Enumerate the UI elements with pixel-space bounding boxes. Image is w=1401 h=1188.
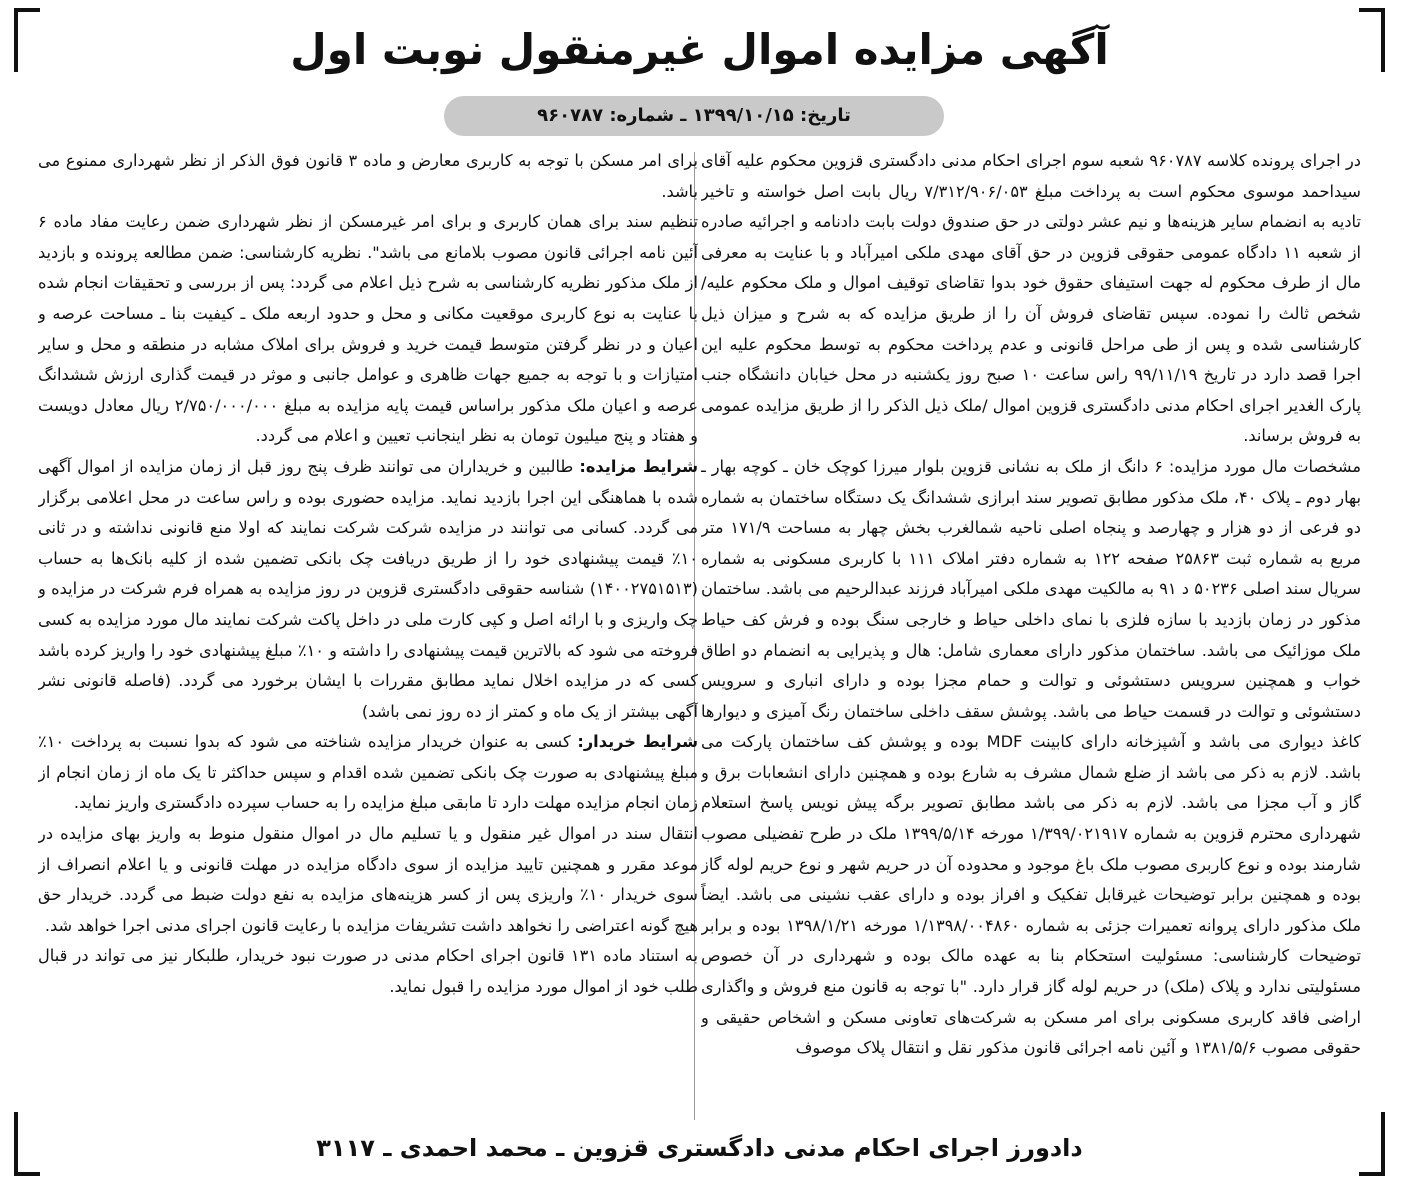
auction-terms-label: شرایط مزایده: [579, 456, 698, 476]
paragraph-auction-terms [38, 452, 698, 727]
paragraph-article-131: به استناد ماده ۱۳۱ قانون اجرای احکام مدنی در صورت نبود خریدار، طلبکار نیز می تواند در قبال طلب خود از اموال مورد مزایده را قبول نماید. [38, 946, 698, 997]
auction-terms-text: طالبین و خریداران می توانند ظرف پنج روز قبل از زمان مزایده از اموال آگهی شده با هماهنگی این اجرا بازدید نماید. مزایده حضوری بوده و راس ساعت در محل اعلامی برگزار می گردد. کسانی می توانند در مزایده شرکت شرکت نمایند که اولا منع قانونی نداشته و در ثانی ۱۰٪ قیمت پیشنهادی خود را از طریق دریافت چک بانکی تضمین شده از کلیه بانک‌ها به حساب (۱۴۰۰۲۷۵۱۵۱۳) شناسه حقوقی دادگستری قزوین در روز مزایده به همراه فرم شرکت در مزایده و چک واریزی و با ارائه اصل و کپی کارت ملی در داخل پاکت شرکت نمایند مال مورد مزایده به کسی فروخته می شود که بالاترین قیمت پیشنهادی را داشته و ۱۰٪ مبلغ پیشنهادی خود را واریز کرده باشد کسی که در مزایده اخلال نماید مطابق مقررات با ایشان برخورد می گردد. (فاصله قانونی نشر آگهی بیشتر از یک ماه و کمتر از ده روز نمی باشد) [38, 456, 698, 721]
buyer-terms-label: شرایط خریدار: [577, 732, 698, 752]
date-number-line: تاریخ: ۱۳۹۹/۱۰/۱۵ ـ شماره: ۹۶۰۷۸۷ [444, 96, 944, 136]
paragraph-buyer-terms [38, 727, 698, 819]
paragraph-transfer: انتقال سند در اموال غیر منقول و یا تسلیم مال در اموال منقول منوط به واریز بهای مزایده در موعد مقرر و همچنین تایید مزایده از سوی دادگاه مزایده در مهلت قانونی و یا اعلام انصراف از سوی خریدار ۱۰٪ واریزی پس از کسر هزینه‌های مزایده به نفع دولت ضبط می گردد. خریدار حق هیچ گونه اعتراضی را نخواهد داشت تشریفات مزایده با رعایت قانون اجرای مدنی اجرا خواهد شد. [38, 824, 698, 935]
buyer-terms-text: کسی به عنوان خریدار مزایده شناخته می شود که بدوا نسبت به پرداخت ۱۰٪ مبلغ پیشنهادی به صورت چک بانکی تضمین شده اقدام و سپس حداکثر تا یک ماه از زمان انجام از زمان انجام مزایده مهلت دارد تا مابقی مبلغ مزایده را به حساب سپرده دادگستری واریز نماید. [38, 732, 698, 813]
right-column [701, 146, 1361, 1124]
paragraph-usage-note: برای امر مسکن با توجه به کاربری معارض و ماده ۳ قانون فوق الذکر از نظر شهرداری ممنوع می باشد. [38, 151, 698, 201]
notice-body [38, 146, 1361, 1124]
notice-title: آگهی مزایده اموال غیرمنقول نوبت اول [290, 25, 1109, 74]
paragraph-expert-opinion: تنظیم سند برای همان کاربری و برای امر غیرمسکن از نظر شهرداری ضمن رعایت مفاد ماده ۶ آئین نامه اجرائی قانون مصوب بلامانع می باشد". نظریه کارشناسی: ضمن مطالعه پرونده و بازدید از ملک مذکور نظریه کارشناسی به شرح ذیل اعلام می گردد: پس از بررسی و تحقیقات انجام شده با عنایت به نوع کاربری موقعیت مکانی و محل و حدود اربعه ملک ـ کیفیت بنا ـ مساحت عرصه و اعیان و در نظر گرفتن متوسط قیمت خرید و فروش برای املاک مشابه در منطقه و محل و سایر امتیازات و با توجه به جمیع جهات ظاهری و عوامل جانبی و موثر در قیمت گذاری ارزش ششدانگ عرصه و اعیان ملک مذکور براساس قیمت پایه مزایده به مبلغ ۲/۷۵۰/۰۰۰/۰۰۰ ریال معادل دویست و هفتاد و پنج میلیون تومان به نظر اینجانب تعیین و اعلام می گردد. [38, 212, 698, 446]
left-column [38, 146, 698, 1124]
paragraph-property-specs: مشخصات مال مورد مزایده: ۶ دانگ از ملک به نشانی قزوین بلوار میرزا کوچک خان ـ کوچه بهار ـ بهار دوم ـ پلاک ۴۰، ملک مذکور مطابق تصویر سند ابرازی ششدانگ یک دستگاه ساختمان به شماره دو فرعی از دو هزار و چهارصد و پنجاه اصلی ناحیه شمالغرب بخش چهار به مساحت ۱۷۱/۹ متر مربع به شماره ثبت ۲۵۸۶۳ صفحه ۱۲۲ به شماره دفتر املاک ۱۱۱ با کاربری مسکونی به شماره سریال سند اصلی ۵۰۲۳۶ د ۹۱ به مالکیت مهدی ملکی امیرآباد فرزند عبدالرحیم می باشد. ساختمان مذکور در زمان بازدید با سازه فلزی با نمای داخلی حیاط و خارجی سنگ بوده و فرش کف حیاط ملک موزائیک می باشد. ساختمان مذکور دارای معماری شامل: هال و پذیرایی به انضمام دو اطاق خواب و همچنین سرویس دستشوئی و توالت و حمام مجزا بوده و دارای انباری و سرویس دستشوئی و توالت در قسمت حیاط می باشد. پوشش سقف داخلی ساختمان رنگ آمیزی و دیوارها کاغذ دیواری می باشد و آشپزخانه دارای کابینت MDF بوده و پوشش کف ساختمان پارکت می باشد. لازم به ذکر می باشد از ضلع شمال مشرف به شارع بوده و همچنین دارای انشعابات برق و گاز و آب مجزا می باشد. لازم به ذکر می باشد مطابق تصویر برگه پیش نویس پاسخ استعلام شهرداری محترم قزوین به شماره ۱/۳۹۹/۰۲۱۹۱۷ مورخه ۱۳۹۹/۵/۱۴ ملک در طرح تفضیلی مصوب شارمند بوده و نوع کاربری مصوب ملک باغ موجود و محدوده آن در حریم شهر و نوع حریم لوله گاز بوده و همچنین برابر توضیحات غیرقابل تفکیک و افراز بوده و دارای عقب نشینی می باشد. ایضاً ملک مذکور دارای پروانه تعمیرات جزئی به شماره ۱/۱۳۹۸/۰۰۴۸۶۰ مورخه ۱۳۹۸/۱/۲۱ بوده و برابر توضیحات کارشناسی: مسئولیت استحکام بنا به عهده مالک بوده و شهرداری در آن خصوص مسئولیتی ندارد و پلاک (ملک) در حریم لوله گاز قرار دارد. "با توجه به قانون منع فروش و واگذاری اراضی فاقد کاربری مسکونی برای امر مسکن به شرکت‌های تعاونی مسکن و اشخاص حقیقی و حقوقی مصوب ۱۳۸۱/۵/۶ و آئین نامه اجرائی قانون مذکور نقل و انتقال پلاک موصوف [701, 456, 1361, 1058]
notice-frame [14, 8, 1385, 1176]
notice-signature: دادورز اجرای احکام مدنی دادگستری قزوین ـ محمد احمدی ـ ۳۱۱۷ [316, 1134, 1083, 1162]
paragraph-execution: در اجرای پرونده کلاسه ۹۶۰۷۸۷ شعبه سوم اجرای احکام مدنی دادگستری قزوین محکوم علیه آقای سیداحمد موسوی محکوم است به پرداخت مبلغ ۷/۳۱۲/۹۰۶/۰۵۳ ریال بابت اصل خواسته و تاخیر تادیه به انضمام سایر هزینه‌ها و نیم عشر دولتی در حق صندوق دولت بابت دادنامه و اجرائیه صادره از شعبه ۱۱ دادگاه عمومی حقوقی قزوین در حق آقای مهدی ملکی امیرآباد و با عنایت به معرفی مال از طرف محکوم له جهت استیفای حقوق خود بدوا تقاضای توقیف اموال و ملک محکوم علیه/شخص ثالث را نموده. سپس تقاضای فروش آن را از طریق مزایده که به شرح و میزان ذیل کارشناسی شده و پس از طی مراحل قانونی و عدم پرداخت محکوم به توسط محکوم علیه این اجرا قصد دارد در تاریخ ۹۹/۱۱/۱۹ راس ساعت ۱۰ صبح روز یکشنبه در محل خیابان دانشگاه جنب پارک الغدیر اجرای احکام مدنی دادگستری قزوین اموال /ملک ذیل الذکر را از طریق مزایده عمومی به فروش برساند. [701, 151, 1361, 446]
